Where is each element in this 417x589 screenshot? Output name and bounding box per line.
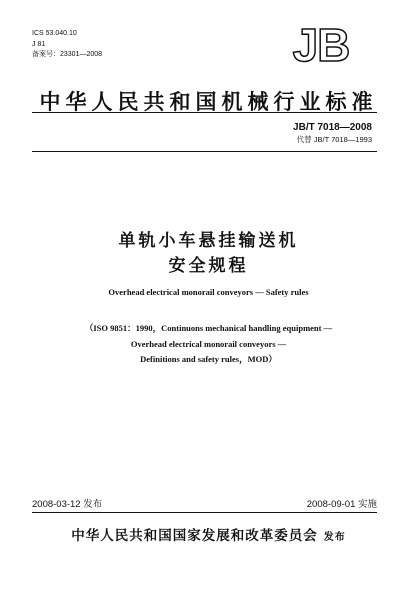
jb-logo-text: JB xyxy=(292,26,350,64)
chinese-title-line-1: 单轨小车悬挂输送机 xyxy=(118,231,299,251)
iso-reference-line-3: Definitions and safety rules，MOD） xyxy=(140,354,277,364)
standard-type-title: 中华人民共和国机械行业标准 xyxy=(39,90,378,114)
middle-divider xyxy=(32,151,377,152)
ics-code: ICS 53.040.10 xyxy=(32,30,77,37)
effective-date: 2008-09-01 实施 xyxy=(306,499,377,510)
filing-number: 备案号：23301—2008 xyxy=(32,51,103,58)
issuer-name: 中华人民共和国国家发展和改革委员会 xyxy=(71,528,318,544)
issuing-authority xyxy=(0,524,417,544)
chinese-title xyxy=(0,229,417,279)
ccs-code: J 81 xyxy=(32,40,46,48)
top-divider xyxy=(32,112,377,113)
iso-reference-line-2: Overhead electrical monorail conveyors — xyxy=(130,338,287,349)
issue-date: 2008-03-12 发布 xyxy=(32,499,103,510)
chinese-title-line-2: 安全规程 xyxy=(168,256,249,276)
iso-reference-line-1: （ISO 9851：1990，Continuons mechanical handling equipment — xyxy=(84,323,333,333)
bottom-divider xyxy=(32,512,377,513)
iso-reference xyxy=(0,321,417,368)
jb-logo xyxy=(281,26,361,64)
english-title: Overhead electrical monorail conveyors — Safety rules xyxy=(108,287,309,297)
standard-code-block xyxy=(293,121,372,145)
standard-number: JB/T 7018—2008 xyxy=(293,122,372,133)
replaces-note: 代替 JB/T 7018—1993 xyxy=(296,135,372,144)
classification-block xyxy=(32,29,102,61)
issuer-suffix: 发布 xyxy=(323,532,346,543)
